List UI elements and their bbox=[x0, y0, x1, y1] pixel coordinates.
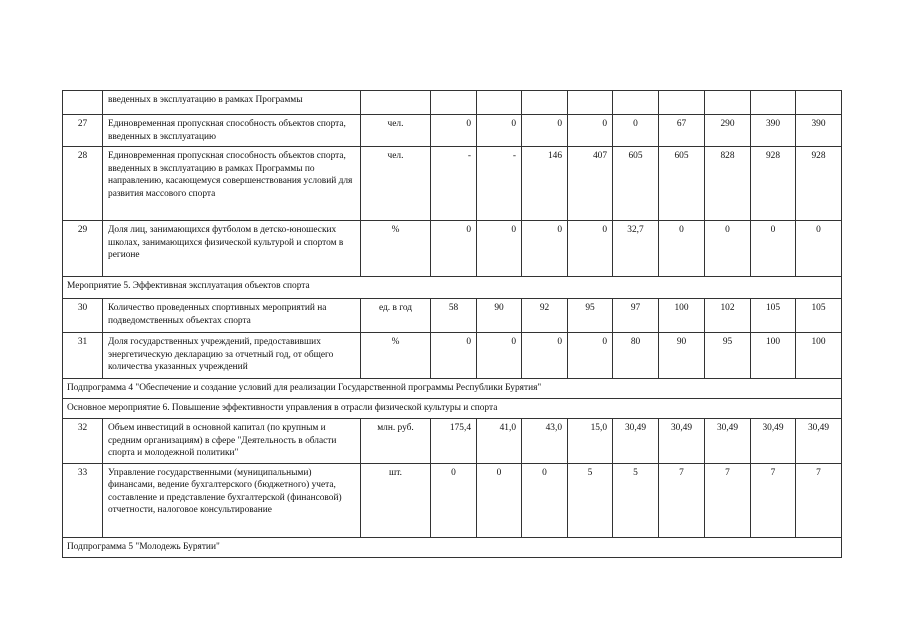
value-cell: 15,0 bbox=[568, 419, 613, 464]
value-cell: 100 bbox=[751, 333, 796, 379]
value-cell: 0 bbox=[431, 115, 477, 147]
indicator-name-cell: Доля государственных учреждений, предоставивших энергетическую декларацию за отчетный год, от общего количества указанных учреждений bbox=[103, 333, 361, 379]
table-row bbox=[63, 333, 842, 379]
value-cell: 390 bbox=[796, 115, 842, 147]
section-title: Мероприятие 5. Эффективная эксплуатация объектов спорта bbox=[63, 277, 842, 299]
section-row bbox=[63, 379, 842, 399]
value-cell: 0 bbox=[705, 221, 751, 277]
value-cell bbox=[751, 91, 796, 115]
value-cell: 90 bbox=[659, 333, 705, 379]
value-cell: 7 bbox=[659, 463, 705, 537]
value-cell: 0 bbox=[522, 115, 568, 147]
value-cell: 290 bbox=[705, 115, 751, 147]
section-row bbox=[63, 537, 842, 557]
value-cell: 605 bbox=[613, 147, 659, 221]
section-title: Основное мероприятие 6. Повышение эффективности управления в отрасли физической культуры и спорта bbox=[63, 399, 842, 419]
value-cell: 30,49 bbox=[705, 419, 751, 464]
table-row bbox=[63, 115, 842, 147]
value-cell: 0 bbox=[522, 463, 568, 537]
value-cell: 95 bbox=[568, 299, 613, 333]
value-cell: 58 bbox=[431, 299, 477, 333]
value-cell: 0 bbox=[431, 221, 477, 277]
value-cell: 0 bbox=[477, 221, 522, 277]
indicator-name-cell: Управление государственными (муниципальными) финансами, ведение бухгалтерского (бюджетного) учета, составление и представление бухгалтерской (финансовой) отчетности, налоговое консультирование bbox=[103, 463, 361, 537]
unit-cell: % bbox=[361, 333, 431, 379]
row-number-cell: 30 bbox=[63, 299, 103, 333]
value-cell: 43,0 bbox=[522, 419, 568, 464]
row-number-cell: 31 bbox=[63, 333, 103, 379]
section-title: Подпрограмма 4 "Обеспечение и создание условий для реализации Государственной программы Республики Бурятия" bbox=[63, 379, 842, 399]
value-cell: 928 bbox=[751, 147, 796, 221]
unit-cell: чел. bbox=[361, 115, 431, 147]
value-cell: 828 bbox=[705, 147, 751, 221]
value-cell: 30,49 bbox=[796, 419, 842, 464]
value-cell: 32,7 bbox=[613, 221, 659, 277]
row-number-cell: 32 bbox=[63, 419, 103, 464]
value-cell: 0 bbox=[568, 333, 613, 379]
value-cell bbox=[796, 91, 842, 115]
value-cell bbox=[613, 91, 659, 115]
value-cell: 0 bbox=[659, 221, 705, 277]
table-row bbox=[63, 221, 842, 277]
value-cell: 0 bbox=[613, 115, 659, 147]
section-row bbox=[63, 277, 842, 299]
table-row bbox=[63, 299, 842, 333]
value-cell: 30,49 bbox=[751, 419, 796, 464]
value-cell: 7 bbox=[751, 463, 796, 537]
value-cell: 30,49 bbox=[659, 419, 705, 464]
value-cell: 0 bbox=[431, 463, 477, 537]
unit-cell: млн. руб. bbox=[361, 419, 431, 464]
unit-cell bbox=[361, 91, 431, 115]
table-row bbox=[63, 419, 842, 464]
value-cell bbox=[659, 91, 705, 115]
value-cell: 41,0 bbox=[477, 419, 522, 464]
row-number-cell: 33 bbox=[63, 463, 103, 537]
value-cell: 80 bbox=[613, 333, 659, 379]
value-cell: 90 bbox=[477, 299, 522, 333]
value-cell: 390 bbox=[751, 115, 796, 147]
value-cell bbox=[568, 91, 613, 115]
value-cell: - bbox=[477, 147, 522, 221]
unit-cell: % bbox=[361, 221, 431, 277]
unit-cell: шт. bbox=[361, 463, 431, 537]
unit-cell: ед. в год bbox=[361, 299, 431, 333]
value-cell: 0 bbox=[477, 333, 522, 379]
indicator-name-cell: введенных в эксплуатацию в рамках Программы bbox=[103, 91, 361, 115]
table-row bbox=[63, 147, 842, 221]
value-cell: 146 bbox=[522, 147, 568, 221]
section-title: Подпрограмма 5 "Молодежь Бурятии" bbox=[63, 537, 842, 557]
value-cell: 105 bbox=[796, 299, 842, 333]
value-cell: 67 bbox=[659, 115, 705, 147]
value-cell: 175,4 bbox=[431, 419, 477, 464]
value-cell: 7 bbox=[796, 463, 842, 537]
row-number-cell: 29 bbox=[63, 221, 103, 277]
value-cell: 97 bbox=[613, 299, 659, 333]
value-cell bbox=[522, 91, 568, 115]
indicators-table bbox=[62, 90, 842, 558]
indicator-name-cell: Доля лиц, занимающихся футболом в детско-юношеских школах, занимающихся физической культурой и спортом в регионе bbox=[103, 221, 361, 277]
value-cell: 407 bbox=[568, 147, 613, 221]
value-cell: 5 bbox=[613, 463, 659, 537]
indicator-name-cell: Объем инвестиций в основной капитал (по крупным и средним организациям) в сфере "Деятельность в области спорта и молодежной политики" bbox=[103, 419, 361, 464]
row-number-cell bbox=[63, 91, 103, 115]
value-cell: 30,49 bbox=[613, 419, 659, 464]
value-cell: 0 bbox=[568, 221, 613, 277]
value-cell: 0 bbox=[477, 463, 522, 537]
value-cell: - bbox=[431, 147, 477, 221]
value-cell: 0 bbox=[477, 115, 522, 147]
value-cell: 7 bbox=[705, 463, 751, 537]
value-cell: 0 bbox=[568, 115, 613, 147]
unit-cell: чел. bbox=[361, 147, 431, 221]
value-cell: 95 bbox=[705, 333, 751, 379]
value-cell bbox=[705, 91, 751, 115]
value-cell: 105 bbox=[751, 299, 796, 333]
value-cell: 605 bbox=[659, 147, 705, 221]
value-cell: 0 bbox=[522, 333, 568, 379]
indicator-name-cell: Единовременная пропускная способность объектов спорта, введенных в эксплуатацию в рамках Программы по направлению, касающемуся совершенствования условий для развития массового спорта bbox=[103, 147, 361, 221]
row-number-cell: 28 bbox=[63, 147, 103, 221]
value-cell: 102 bbox=[705, 299, 751, 333]
value-cell: 5 bbox=[568, 463, 613, 537]
row-number-cell: 27 bbox=[63, 115, 103, 147]
value-cell: 0 bbox=[796, 221, 842, 277]
value-cell: 92 bbox=[522, 299, 568, 333]
table-row bbox=[63, 463, 842, 537]
table-row bbox=[63, 91, 842, 115]
value-cell: 928 bbox=[796, 147, 842, 221]
value-cell: 100 bbox=[659, 299, 705, 333]
value-cell bbox=[477, 91, 522, 115]
indicator-name-cell: Количество проведенных спортивных мероприятий на подведомственных объектах спорта bbox=[103, 299, 361, 333]
section-row bbox=[63, 399, 842, 419]
indicator-name-cell: Единовременная пропускная способность объектов спорта, введенных в эксплуатацию bbox=[103, 115, 361, 147]
value-cell bbox=[431, 91, 477, 115]
value-cell: 0 bbox=[751, 221, 796, 277]
value-cell: 0 bbox=[431, 333, 477, 379]
value-cell: 100 bbox=[796, 333, 842, 379]
value-cell: 0 bbox=[522, 221, 568, 277]
